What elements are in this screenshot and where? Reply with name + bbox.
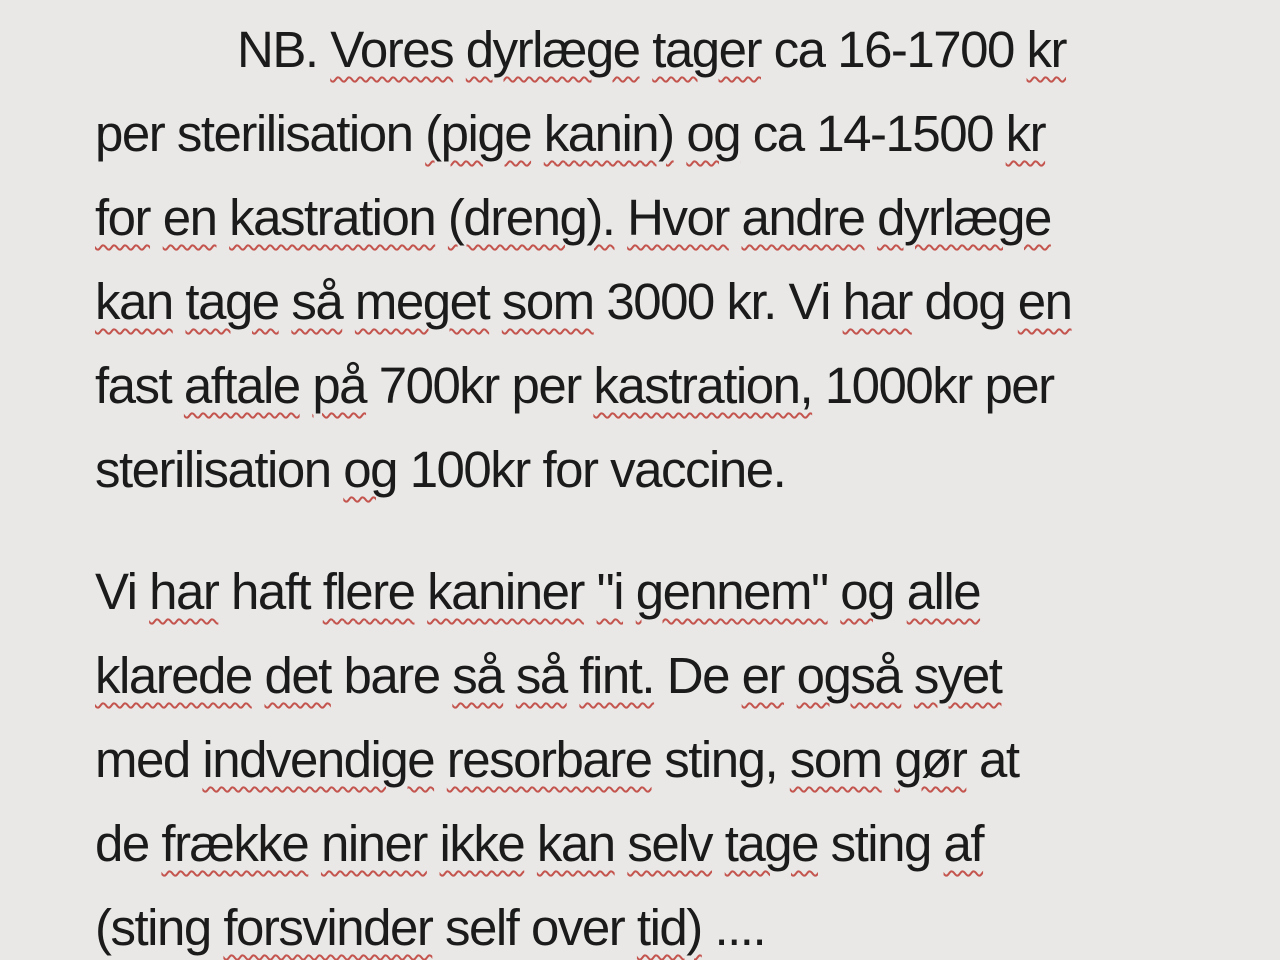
misspelled-word: dyrlæge: [877, 189, 1051, 246]
misspelled-word: alle: [906, 563, 981, 620]
misspelled-word: indvendige: [202, 731, 435, 788]
misspelled-word: ikke: [439, 815, 525, 872]
word: 16-1700: [837, 21, 1014, 78]
misspelled-word: så: [291, 273, 343, 330]
word: sterilisation: [176, 105, 413, 162]
text-line: [95, 718, 1225, 802]
misspelled-word: andre: [741, 189, 865, 246]
misspelled-word: gør: [894, 731, 967, 788]
word: NB.: [237, 21, 318, 78]
word: ca: [773, 21, 825, 78]
word: vaccine.: [610, 441, 786, 498]
misspelled-word: kan: [95, 273, 173, 330]
misspelled-word: selv: [627, 815, 713, 872]
misspelled-word: på: [312, 357, 367, 414]
text-line: [95, 92, 1225, 176]
misspelled-word: det: [264, 647, 331, 704]
misspelled-word: (pige: [425, 105, 532, 162]
misspelled-word: og: [686, 105, 741, 162]
misspelled-word: frække: [161, 815, 309, 872]
misspelled-word: og: [343, 441, 398, 498]
text-line: [95, 260, 1225, 344]
misspelled-word: kastration: [229, 189, 436, 246]
word: per: [984, 357, 1054, 414]
misspelled-word: flere: [322, 563, 415, 620]
misspelled-word: en: [162, 189, 217, 246]
misspelled-word: kanin): [543, 105, 674, 162]
misspelled-word: af: [943, 815, 984, 872]
misspelled-word: kr: [1026, 21, 1067, 78]
word: De: [666, 647, 729, 704]
misspelled-word: gennem": [635, 563, 828, 620]
misspelled-word: dyrlæge: [465, 21, 640, 78]
misspelled-word: har: [842, 273, 912, 330]
misspelled-word: kan: [536, 815, 615, 872]
word: kr.: [726, 273, 776, 330]
word: 1000kr: [824, 357, 972, 414]
misspelled-word: som: [789, 731, 882, 788]
misspelled-word: niner: [320, 815, 427, 872]
misspelled-word: meget: [354, 273, 490, 330]
word: ca: [752, 105, 804, 162]
word: bare: [343, 647, 440, 704]
word: 14-1500: [816, 105, 993, 162]
word: over: [531, 899, 625, 956]
word: Vi: [95, 563, 137, 620]
misspelled-word: og: [840, 563, 895, 620]
misspelled-word: fint.: [579, 647, 655, 704]
word: sting: [830, 815, 931, 872]
word: med: [95, 731, 190, 788]
misspelled-word: så: [515, 647, 567, 704]
word: 3000: [606, 273, 714, 330]
word: de: [95, 815, 149, 872]
text-line: [95, 428, 1225, 512]
word: fast: [95, 357, 172, 414]
misspelled-word: klarede: [95, 647, 252, 704]
word: dog: [924, 273, 1006, 330]
misspelled-word: aftale: [183, 357, 300, 414]
word: (sting: [95, 899, 211, 956]
word: per: [95, 105, 165, 162]
misspelled-word: kaniner: [427, 563, 584, 620]
misspelled-word: tager: [652, 21, 761, 78]
misspelled-word: kr: [1005, 105, 1046, 162]
word: haft: [231, 563, 311, 620]
misspelled-word: som: [501, 273, 594, 330]
misspelled-word: kastration,: [593, 357, 813, 414]
misspelled-word: forsvinder: [223, 899, 433, 956]
misspelled-word: tage: [185, 273, 279, 330]
word: Vi: [788, 273, 830, 330]
word: for: [542, 441, 598, 498]
word: self: [444, 899, 519, 956]
misspelled-word: syet: [913, 647, 1002, 704]
misspelled-word: tage: [724, 815, 818, 872]
misspelled-word: så: [452, 647, 504, 704]
text-line: [95, 344, 1225, 428]
text-line: [95, 8, 1225, 92]
paragraph: [95, 8, 1225, 512]
word: 700kr: [378, 357, 499, 414]
misspelled-word: er: [741, 647, 784, 704]
text-line: [95, 634, 1225, 718]
misspelled-word: Hvor: [627, 189, 729, 246]
misspelled-word: "i: [596, 563, 624, 620]
paragraph: [95, 550, 1225, 960]
misspelled-word: også: [796, 647, 902, 704]
misspelled-word: for: [95, 189, 151, 246]
word: 100kr: [409, 441, 530, 498]
misspelled-word: tid): [636, 899, 702, 956]
word: at: [979, 731, 1019, 788]
text-line: [95, 550, 1225, 634]
misspelled-word: en: [1017, 273, 1072, 330]
word: ....: [714, 899, 766, 956]
text-line: [95, 802, 1225, 886]
misspelled-word: resorbare: [446, 731, 652, 788]
misspelled-word: (dreng).: [447, 189, 615, 246]
word: sterilisation: [95, 441, 331, 498]
word: per: [511, 357, 581, 414]
misspelled-word: Vores: [330, 21, 454, 78]
misspelled-word: har: [149, 563, 219, 620]
word: sting,: [664, 731, 778, 788]
text-line: [95, 176, 1225, 260]
text-line: [95, 886, 1225, 960]
